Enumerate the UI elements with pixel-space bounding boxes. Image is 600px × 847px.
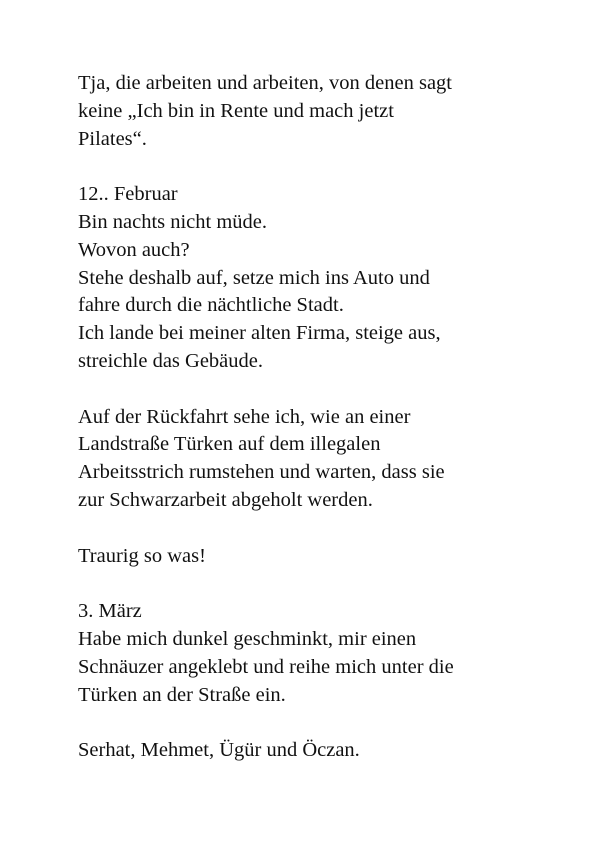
paragraph-sad-remark [78,543,578,571]
text-line: keine „Ich bin in Rente und mach jetzt [78,99,394,122]
text-line: Auf der Rückfahrt sehe ich, wie an einer [78,405,411,428]
paragraph-march-entry [78,598,578,709]
entry-date: 3. März [78,600,142,623]
text-line: Ich lande bei meiner alten Firma, steige aus, [78,322,441,345]
text-line: Tja, die arbeiten und arbeiten, von denen sagt [78,72,452,94]
paragraph-return-trip [78,404,578,515]
text-line: Traurig so was! [78,544,206,567]
text-line: Habe mich dunkel geschminkt, mir einen [78,627,417,650]
text-line: Landstraße Türken auf dem illegalen [78,433,381,456]
text-line: Bin nachts nicht müde. [78,210,268,233]
text-line: Serhat, Mehmet, Ügür und Öczan. [78,739,360,762]
diary-text [78,70,578,793]
paragraph-intro [78,70,578,153]
paragraph-names [78,737,578,765]
text-line: streichle das Gebäude. [78,349,263,372]
entry-date: 12.. Februar [78,183,178,206]
text-line: zur Schwarzarbeit abgeholt werden. [78,488,373,511]
text-line: Stehe deshalb auf, setze mich ins Auto und [78,266,430,289]
text-line: Wovon auch? [78,238,190,261]
text-line: Pilates“. [78,127,147,150]
text-line: Arbeitsstrich rumstehen und warten, dass sie [78,461,445,484]
text-line: Schnäuzer angeklebt und reihe mich unter die [78,655,454,678]
text-line: fahre durch die nächtliche Stadt. [78,294,344,317]
paragraph-february-entry [78,181,578,376]
text-line: Türken an der Straße ein. [78,683,286,706]
